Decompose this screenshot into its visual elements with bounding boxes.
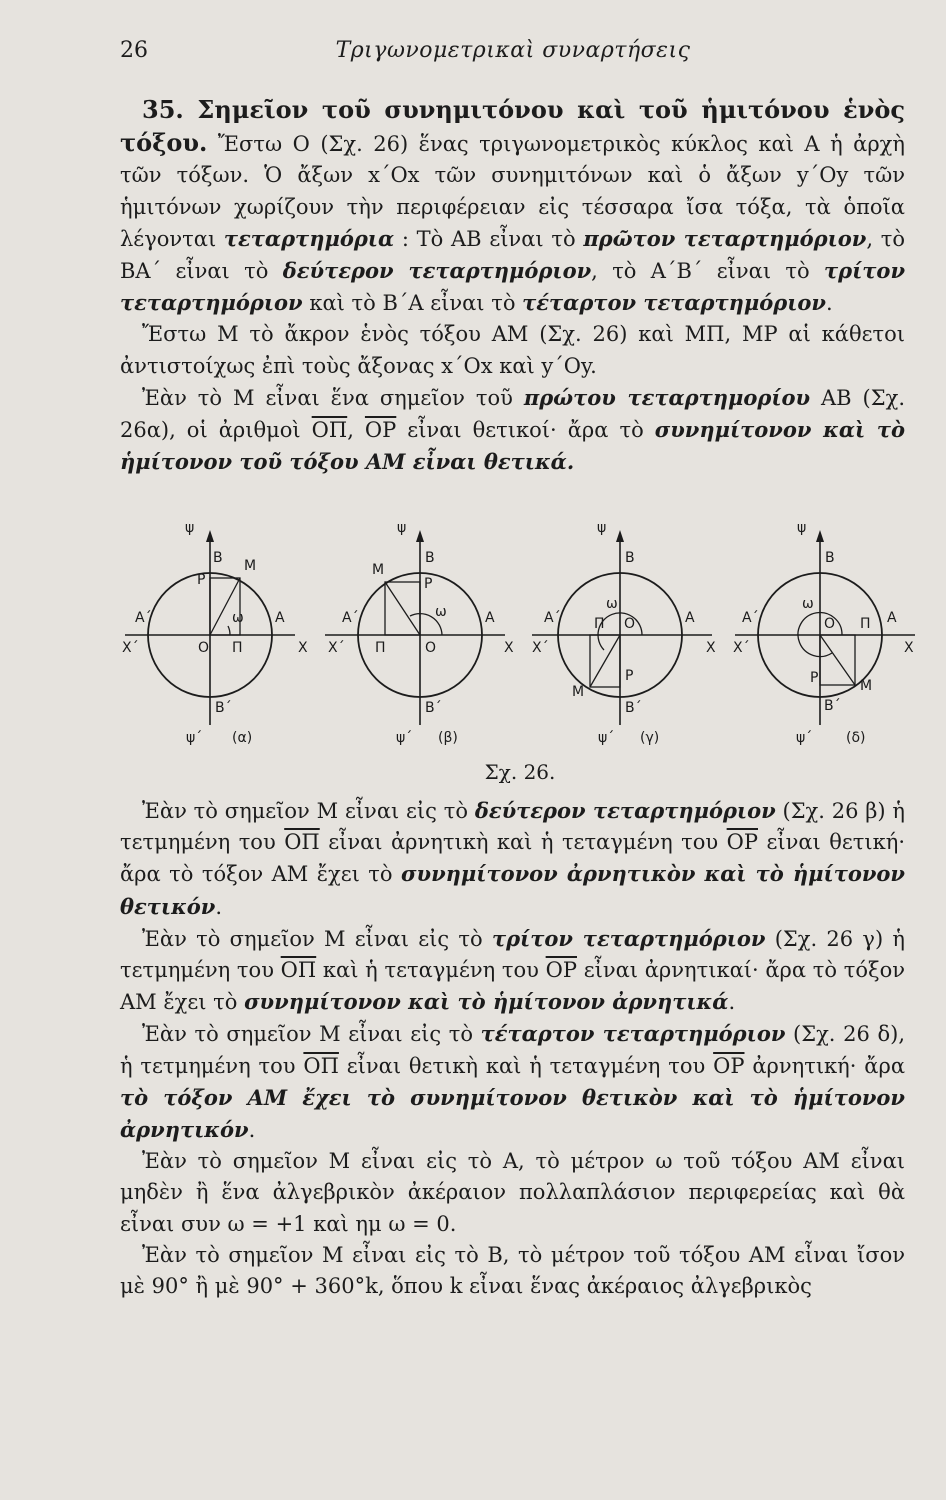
running-title: Τριγωνομετρικαὶ συναρτήσεις — [335, 38, 691, 63]
paragraph-definition: Ἔστω M τὸ ἄκρον ἑνὸς τόξου AM (Σχ. 26) καὶ MΠ, MP αἱ κάθετοι ἀντιστοίχως ἐπὶ τοὺς ἄξονας x΄Ox καὶ y΄Oy. — [120, 322, 905, 378]
label-P: P — [625, 668, 634, 684]
label-alpha: (α) — [232, 730, 253, 746]
label-A-prime: A΄ — [135, 610, 152, 626]
label-A-prime: A΄ — [342, 610, 359, 626]
radius-OM — [820, 635, 855, 685]
paragraph-intro: 35. Σημεῖον τοῦ συνημιτόνου καὶ τοῦ ἡμιτόνου ἑνὸς τόξου. Ἔστω O (Σχ. 26) ἕνας τριγωνομετρικὸς κύκλος καὶ A ἡ ἀρχὴ τῶν τόξων. Ὁ ἄξων x΄Ox τῶν συνημιτόνων καὶ ὁ ἄξων y΄Oy τῶν ἡμιτόνων χωρίζουν τὴν περιφέρειαν εἰς τέσσαρα ἴσα τόξα, τὰ ὁποῖα λέγονται τεταρτημόρια : Τὸ AB εἶναι τὸ πρῶτον τεταρτημόριον, τὸ BA΄ εἶναι τὸ δεύτερον τεταρτημόριον, τὸ A΄B΄ εἶναι τὸ τρίτον τεταρτημόριον καὶ τὸ B΄A εἶναι τὸ τέταρτον τεταρτημόριον. — [120, 95, 906, 316]
label-A-prime: A΄ — [544, 610, 561, 626]
label-Pi: Π — [860, 616, 871, 632]
label-x-prime: X΄ — [328, 640, 345, 656]
label-delta: (δ) — [846, 730, 866, 746]
label-psi-prime: ψ΄ — [598, 730, 615, 746]
label-x-prime: X΄ — [733, 640, 750, 656]
label-P: P — [810, 670, 819, 686]
page-header — [120, 38, 906, 68]
diagram-gamma — [532, 520, 716, 746]
label-B: B — [425, 550, 435, 566]
label-psi: ψ — [597, 520, 607, 536]
label-P: P — [197, 572, 206, 588]
label-Pi: Π — [232, 640, 243, 656]
figure-26 — [120, 510, 920, 800]
label-x-prime: X΄ — [122, 640, 139, 656]
label-B: B — [825, 550, 835, 566]
label-O: O — [425, 640, 437, 656]
label-psi: ψ — [397, 520, 407, 536]
figure-26-diagrams — [120, 510, 920, 760]
paragraph-fourth-quadrant: Ἐὰν τὸ σημεῖον M εἶναι εἰς τὸ τέταρτον τεταρτημόριον (Σχ. 26 δ), ἡ τετμημένη του $\overline{O\Pi}$ εἶναι θετικὴ καὶ ἡ τεταγμένη του $\overline{OP}$ ἀρνητική· ἄρα τὸ τόξον AM ἔχει τὸ συνημίτονον θετικὸν καὶ τὸ ἡμίτονον ἀρνητικόν. — [120, 1021, 905, 1143]
label-O: O — [824, 616, 836, 632]
section-text — [120, 94, 905, 478]
diagram-alpha — [122, 520, 308, 746]
figure-caption: Σχ. 26. — [484, 760, 556, 784]
radius-OM — [385, 582, 420, 635]
radius-OM — [210, 578, 240, 635]
label-psi-prime: ψ΄ — [796, 730, 813, 746]
label-O: O — [624, 616, 636, 632]
label-A: A — [485, 610, 495, 626]
paragraph-point-A: Ἐὰν τὸ σημεῖον M εἶναι εἰς τὸ A, τὸ μέτρον ω τοῦ τόξου AM εἶναι μηδὲν ἢ ἕνα ἀλγεβρικὸν ἀκέραιον πολλαπλάσιον περιφερείας καὶ θὰ εἶναι συν ω = +1 καὶ ημ ω = 0. — [120, 1149, 905, 1236]
omega-arc — [228, 626, 230, 635]
label-A-prime: A΄ — [742, 610, 759, 626]
label-gamma: (γ) — [640, 730, 660, 746]
label-O: O — [198, 640, 210, 656]
label-x-prime: X΄ — [532, 640, 549, 656]
paragraph-second-quadrant: Ἐὰν τὸ σημεῖον M εἶναι εἰς τὸ δεύτερον τεταρτημόριον (Σχ. 26 β) ἡ τετμημένη του $\overline{O\Pi}$ εἶναι ἀρνητικὴ καὶ ἡ τεταγμένη του $\overline{OP}$ εἶναι θετική· ἄρα τὸ τόξον AM ἔχει τὸ συνημίτονον ἀρνητικὸν καὶ τὸ ἡμίτονον θετικόν. — [120, 798, 906, 919]
paragraph-point-B: Ἐὰν τὸ σημεῖον M εἶναι εἰς τὸ B, τὸ μέτρον τοῦ τόξου AM εἶναι ἴσον μὲ 90° ἢ μὲ 90° + 360°k, ὅπου k εἶναι ἕνας ἀκέραιος ἀλγεβρικὸς — [120, 1242, 905, 1299]
label-omega: ω — [435, 604, 447, 620]
y-arrow-icon — [206, 530, 214, 542]
label-psi-prime: ψ΄ — [396, 730, 413, 746]
label-M: M — [572, 684, 585, 700]
label-x: X — [904, 640, 914, 656]
label-omega: ω — [802, 596, 814, 612]
label-B-prime: B΄ — [625, 700, 642, 716]
radius-OM — [590, 635, 620, 687]
y-arrow-icon — [416, 530, 424, 542]
label-M: M — [372, 562, 385, 578]
label-A: A — [887, 610, 897, 626]
continuation-text — [120, 795, 905, 1302]
label-B-prime: B΄ — [215, 700, 232, 716]
label-omega: ω — [232, 610, 244, 626]
label-M: M — [244, 558, 257, 574]
label-A: A — [275, 610, 285, 626]
label-Pi: Π — [594, 616, 605, 632]
diagram-beta — [325, 520, 514, 746]
label-psi-prime: ψ΄ — [186, 730, 203, 746]
label-B: B — [213, 550, 223, 566]
label-psi: ψ — [797, 520, 807, 536]
label-x: X — [504, 640, 514, 656]
y-arrow-icon — [616, 530, 624, 542]
diagram-delta — [733, 520, 915, 746]
label-x: X — [298, 640, 308, 656]
label-x: X — [706, 640, 716, 656]
label-A: A — [685, 610, 695, 626]
y-arrow-icon — [816, 530, 824, 542]
section-title: 35. Σημεῖον τοῦ συνημιτόνου καὶ τοῦ ἡμιτόνου ἑνὸς τόξου. — [120, 95, 905, 158]
label-beta: (β) — [438, 730, 458, 746]
label-M: M — [860, 678, 873, 694]
label-psi: ψ — [185, 520, 195, 536]
label-Pi: Π — [375, 640, 386, 656]
label-B-prime: B΄ — [824, 698, 841, 714]
label-P: P — [424, 576, 433, 592]
label-omega: ω — [606, 596, 618, 612]
paragraph-first-quadrant: Ἐὰν τὸ M εἶναι ἕνα σημεῖον τοῦ πρώτου τεταρτημορίου AB (Σχ. 26α), οἱ ἀριθμοὶ $\overline{O\Pi}$, $\overline{OP}$ εἶναι θετικοί· ἄρα τὸ συνημίτονον καὶ τὸ ἡμίτονον τοῦ τόξου AM εἶναι θετικά. — [120, 384, 905, 475]
label-B: B — [625, 550, 635, 566]
paragraph-third-quadrant: Ἐὰν τὸ σημεῖον M εἶναι εἰς τὸ τρίτον τεταρτημόριον (Σχ. 26 γ) ἡ τετμημένη του $\overline{O\Pi}$ καὶ ἡ τεταγμένη του $\overline{OP}$ εἶναι ἀρνητικαί· ἄρα τὸ τόξον AM ἔχει τὸ συνημίτονον καὶ τὸ ἡμίτονον ἀρνητικά. — [120, 925, 905, 1015]
page-number: 26 — [120, 38, 148, 63]
label-B-prime: B΄ — [425, 700, 442, 716]
